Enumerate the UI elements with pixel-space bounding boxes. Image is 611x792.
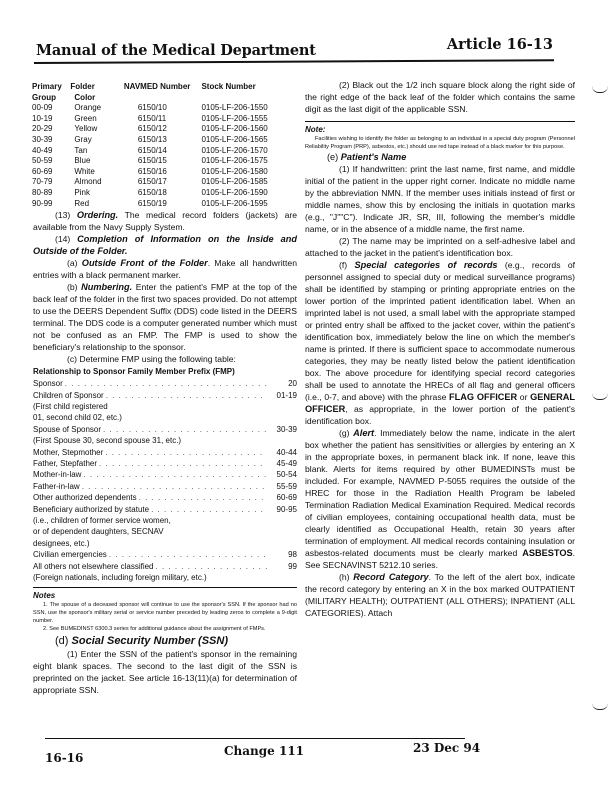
stock-number-cell: 0105-LF-206-1555 <box>201 113 268 123</box>
fmp-row <box>33 424 297 435</box>
primary-group-cell: 50-59 <box>32 156 53 166</box>
note-text: Facilities wishing to identify the folder as belonging to an individual in a special duty program (Personnel Reliability Program (PRP), asbestos, etc.) should use red tape instead of a black marker for this purpose. <box>305 136 575 150</box>
page-number: 16-16 <box>45 751 84 765</box>
dot-leader <box>156 561 267 572</box>
dot-leader <box>65 378 267 389</box>
fmp-row <box>33 504 297 515</box>
dot-leader <box>106 390 267 401</box>
fmp-code: 50-54 <box>276 470 297 480</box>
folder-color-cell: Tan <box>74 145 88 155</box>
fmp-note: designees, etc.) <box>33 538 90 548</box>
navmed-number-cell: 6150/15 <box>137 156 167 166</box>
paragraph-d-heading: (d) Social Security Number (SSN) <box>55 635 229 648</box>
navmed-number-cell: 6150/17 <box>137 177 167 187</box>
dot-leader <box>83 469 267 480</box>
table-row <box>32 156 297 167</box>
table-row <box>32 114 297 125</box>
manual-title: Manual of the Medical Department <box>36 42 316 59</box>
dot-leader <box>99 458 267 469</box>
table-row <box>32 103 297 114</box>
folder-color-cell: Orange <box>74 103 102 113</box>
paragraph-e-heading: (e) Patient's Name <box>327 152 407 162</box>
binder-mark-top <box>592 86 608 93</box>
primary-group-cell: 20-29 <box>32 124 53 134</box>
fmp-relationship: Sponsor <box>33 379 63 389</box>
stock-number-cell: 0105-LF-206-1590 <box>201 187 268 197</box>
dot-leader <box>103 424 267 435</box>
revision-date: 23 Dec 94 <box>413 741 481 755</box>
primary-group-cell: 80-89 <box>32 187 53 197</box>
fmp-code: 98 <box>288 550 297 560</box>
note-2: 2. See BUMEDINST 6300.3 series for additional guidance about the assignment of FMPs. <box>43 626 266 633</box>
fmp-relationship: Father, Stepfather <box>33 458 98 468</box>
fmp-code: 20 <box>288 379 297 389</box>
paragraph-b: (b) Numbering. Enter the patient's FMP at the top of the back leaf of the folder in the first two spaces provided. Do not attempt to use the DEERS Dependent Suffix (DDS) code listed in the DEERS terminal. The DDS code is a computer generated number which must not be confused as an FMP. The FMP is used to show the beneficiary's relationship to the sponsor. <box>33 282 297 353</box>
note-1: 1. The spouse of a deceased sponsor will continue to use the sponsor's SSN. If the sponsor had no SSN, use the sponsor's military serial or service number preceded by leading zeros to complete a 9-digit number. <box>33 602 297 625</box>
navmed-number-cell: 6150/16 <box>137 166 167 176</box>
table-header-primary: Primary <box>32 82 62 91</box>
dot-leader <box>82 481 267 492</box>
fmp-row <box>33 549 297 560</box>
table-header-navmed: NAVMED Number <box>123 82 191 91</box>
fmp-relationship: Mother-in-law <box>33 470 82 480</box>
fmp-relationship: Spouse of Sponsor <box>33 424 102 434</box>
paragraph-c: (c) Determine FMP using the following table: <box>67 354 236 365</box>
table-header-stock: Stock Number <box>201 82 256 91</box>
paragraph-d1: (1) Enter the SSN of the patient's sponsor in the remaining eight blank spaces. The second to the last digit of the SSN is preprinted on the jacket. See article 16-13(11)(a) for determination of appropriate SSN. <box>33 649 297 696</box>
folder-color-cell: Almond <box>74 177 102 187</box>
fmp-row <box>33 447 297 458</box>
dot-leader <box>151 504 267 515</box>
table-header-color: Color <box>74 92 96 102</box>
table-row <box>32 135 297 146</box>
folder-color-cell: Gray <box>74 134 92 144</box>
table-header-folder: Folder <box>70 82 95 91</box>
header-rule <box>34 59 554 64</box>
folder-color-cell: Yellow <box>74 124 98 134</box>
navmed-number-cell: 6150/10 <box>137 103 167 113</box>
primary-group-cell: 40-49 <box>32 145 53 155</box>
paragraph-d2: (2) Black out the 1/2 inch square block along the right side of the right edge of the back leaf of the folder which contains the same digit as the last digit of the applicable SSN. <box>305 80 575 114</box>
fmp-relationship: Children of Sponsor <box>33 390 104 400</box>
fmp-row <box>33 390 297 401</box>
fmp-note: (First Spouse 30, second spouse 31, etc.) <box>33 436 182 446</box>
fmp-code: 40-44 <box>276 447 297 457</box>
paragraph-14: (14) Completion of Information on the Inside and Outside of the Folder. <box>33 234 297 257</box>
dot-leader <box>105 447 267 458</box>
folder-color-cell: Green <box>74 113 97 123</box>
primary-group-cell: 70-79 <box>32 177 53 187</box>
table-row <box>32 188 297 199</box>
paragraph-h: (h) Record Category. To the left of the alert box, indicate the record category by entering an X in the box marked OUTPATIENT (MILITARY HEALTH); OUTPATIENT (ALL OTHERS); INPATIENT (ALL CATEGORIES). Attach <box>305 572 576 618</box>
navmed-number-cell: 6150/13 <box>137 134 167 144</box>
fmp-relationship: Civilian emergencies <box>33 550 107 560</box>
primary-group-cell: 90-99 <box>32 198 53 208</box>
navmed-number-cell: 6150/11 <box>137 113 167 123</box>
paragraph-f: (f) Special categories of records (e.g., records of personnel assigned to special duty or medical surveillance programs) shall be identified by stamping or printing appropriate entries on the lower portion of the imprinted patient identification label. When an imprinted label is not used, a small label with the appropriate stamped or printed entry shall be affixed to the jacket cover, within the patient's identification box, immediately below the line on which the member's name is printed. If there is sufficient space to accommodate numerous categories, they may be neatly listed below the patient identification box. The above procedure for identifying special record categories shall be used to annotate the HRECs of all flag and general officers (i.e., 0-7, and above) with the phrase FLAG OFFICER or GENERAL OFFICER, as appropriate, in the lower portion of the patient's identification box. <box>305 260 576 426</box>
note-rule <box>305 121 575 122</box>
fmp-code: 60-69 <box>276 493 297 503</box>
fmp-relationship: Mother, Stepmother <box>33 447 104 457</box>
paragraph-g: (g) Alert. Immediately below the name, indicate in the alert box whether the patient has sensitivities or allergies by entering an X in the appropriate boxes, in permanent black ink. If none, leave this blank. Alerts for items required by other BUMEDINSTs must be included. For example, NAVMED P-5055 requires the outside of the HREC for those in the Radiation Health Program be labeled Termination Radiation Medical Examination Required. Medical records of civilian employees, containing occupational health data, must be clearly identified as Occupational Health, retain 30 years after termination of employment. All medical records containing insulation or asbestos-related documents must be clearly marked ASBESTOS. See SECNAVINST 5212.10 series. <box>305 428 575 570</box>
folder-color-table <box>32 82 297 209</box>
fmp-code: 45-49 <box>276 458 297 468</box>
binder-mark-middle <box>592 393 608 400</box>
dot-leader <box>109 549 267 560</box>
navmed-number-cell: 6150/14 <box>137 145 167 155</box>
paragraph-e2: (2) The name may be imprinted on a self-adhesive label and attached to the jacket in the patient's identification box. <box>305 236 575 258</box>
table-row <box>32 199 297 210</box>
stock-number-cell: 0105-LF-206-1570 <box>201 145 268 155</box>
binder-mark-bottom <box>592 703 608 710</box>
fmp-note: 01, second child 02, etc.) <box>33 413 122 423</box>
navmed-number-cell: 6150/19 <box>137 198 167 208</box>
paragraph-a: (a) Outside Front of the Folder. Make all handwritten entries with a black permanent marker. <box>33 258 297 281</box>
fmp-row <box>33 481 297 492</box>
footer-rule <box>45 738 465 739</box>
fmp-row <box>33 469 297 480</box>
primary-group-cell: 60-69 <box>32 166 53 176</box>
table-row <box>32 146 297 157</box>
primary-group-cell: 30-39 <box>32 134 53 144</box>
fmp-code: 90-95 <box>276 504 297 514</box>
stock-number-cell: 0105-LF-206-1580 <box>201 166 268 176</box>
left-column <box>33 82 297 696</box>
fmp-note: or of dependent daughters, SECNAV <box>33 527 164 537</box>
paragraph-13: (13) Ordering. The medical record folders (jackets) are available from the Navy Supply System. <box>33 210 297 233</box>
fmp-relationship: Father-in-law <box>33 481 80 491</box>
note-title: Note: <box>305 125 326 134</box>
folder-color-cell: White <box>74 166 95 176</box>
stock-number-cell: 0105-LF-206-1575 <box>201 156 268 166</box>
stock-number-cell: 0105-LF-206-1560 <box>201 124 268 134</box>
fmp-note: (First child registered <box>33 401 108 411</box>
fmp-relationship: All others not elsewhere classified <box>33 561 154 571</box>
fmp-note: (Foreign nationals, including foreign military, etc.) <box>33 573 207 583</box>
stock-number-cell: 0105-LF-206-1565 <box>201 134 268 144</box>
fmp-table <box>33 378 297 583</box>
primary-group-cell: 10-19 <box>32 113 53 123</box>
notes-rule <box>33 587 297 588</box>
primary-group-cell: 00-09 <box>32 103 53 113</box>
fmp-code: 01-19 <box>276 390 297 400</box>
fmp-code: 55-59 <box>276 481 297 491</box>
folder-color-cell: Red <box>74 198 90 208</box>
fmp-relationship: Beneficiary authorized by statute <box>33 504 150 514</box>
navmed-number-cell: 6150/18 <box>137 187 167 197</box>
folder-color-cell: Pink <box>74 187 90 197</box>
fmp-note: (i.e., children of former service women, <box>33 516 171 525</box>
stock-number-cell: 0105-LF-206-1585 <box>201 177 268 187</box>
folder-color-cell: Blue <box>74 156 91 166</box>
fmp-row <box>33 458 297 469</box>
table-row <box>32 124 297 135</box>
change-number: Change 111 <box>224 744 305 758</box>
table-header-group: Group <box>32 92 56 102</box>
fmp-row <box>33 561 297 572</box>
fmp-code: 30-39 <box>276 424 297 434</box>
notes-title: Notes <box>33 591 56 601</box>
navmed-number-cell: 6150/12 <box>137 124 167 134</box>
fmp-row <box>33 378 297 389</box>
table-row <box>32 177 297 188</box>
article-number: Article 16-13 <box>446 36 553 53</box>
table-row <box>32 167 297 178</box>
stock-number-cell: 0105-LF-206-1595 <box>201 198 268 208</box>
fmp-table-title: Relationship to Sponsor Family Member Prefix (FMP) <box>33 367 235 377</box>
dot-leader <box>139 492 267 503</box>
paragraph-e1: (1) If handwritten: print the last name, first name, and middle initial of the patient in the upper right corner. Indicate no middle name by the abbreviation NMN. If the member uses initials instead of first or middle names, show this by enclosing the initials in quotation marks (e.g., "J""C"). Indicate JR, SR, III, following the member's middle name, or in the absence of a middle name, the first name. <box>305 164 575 234</box>
fmp-relationship: Other authorized dependents <box>33 493 137 503</box>
fmp-code: 99 <box>288 561 297 571</box>
fmp-row <box>33 492 297 503</box>
right-column <box>305 79 575 619</box>
stock-number-cell: 0105-LF-206-1550 <box>201 103 268 113</box>
